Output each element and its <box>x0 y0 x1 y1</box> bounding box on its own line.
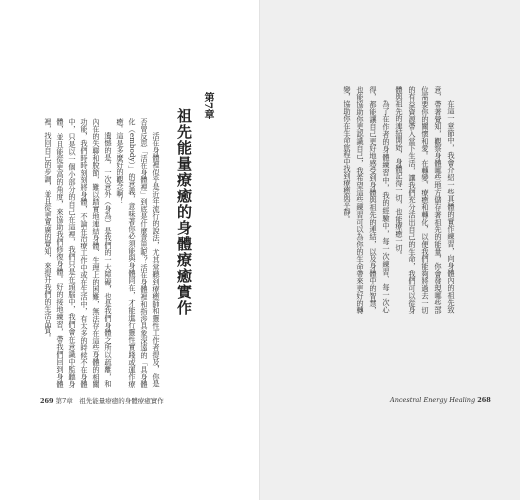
right-running-head: Ancestral Energy Healing <box>390 396 476 404</box>
left-footer <box>40 396 164 405</box>
right-footer <box>390 396 491 404</box>
left-body-text <box>44 118 162 388</box>
right-paragraph-1: 在這一章節中，我會介紹一些具體的實作練習，向身體內的祖先致意，帶著覺知，觀察身體哪些地方儲存著祖先的能量，你會發現哪些部位需要你的關懷和愛。在轉變、療癒和轉化，以便我們能夠將過去一切的有益資源帶入當下生活，讓我們充分活出自己的生命，我們可以從身體與祖先的連結開始，身體記得一切，也能療癒一切。 <box>395 86 456 314</box>
chapter-title: 祖先能量療癒的身體療癒實作 <box>175 108 193 316</box>
right-body-text <box>318 86 458 314</box>
left-running-head: 第7章 祖先能量療癒的身體療癒實作 <box>55 397 164 405</box>
right-page-number: 268 <box>477 396 491 404</box>
right-paragraph-2: 為了在作者的身體練習中，我的經驗中，每一次練習、每一次心得，都能讓自己更好地感受到身體與祖先的連結，以及身體中的智慧，也能協助你更認識自己，我希望這些練習可以為你的生命帶來更好的轉變，協助你在生命旅程中找到療癒與平靜。 <box>343 86 391 314</box>
left-paragraph-1: 活在身體裡似乎是近年流行的說法，尤其常聽到療癒師和靈性工作者提及，你是否曾反思「活在身體裡」到底是什麼意思呢？活在身體裡和指涉具象深遠的「具身體化（embody）」的意義，意味著你必須能與身體同在，才能進行靈性實踐或運作療癒。這是多麼好的觀念啊！ <box>116 118 161 388</box>
chapter-label: 第7章 <box>202 92 213 119</box>
left-paragraph-2: 遺憾的是，一次意外（身為）是我們的一大障礙，也是我們身體之所以疏離，和內在的失聯和脫節，難以踏實地連結身體、生理上的困難，無法存在這些身體的相關功能，我們時時刻刻將身體，不論在治療工作中或在生活中，有太多的時候不在身體中，只是以一個小部分的自己在這裡，我們只是在頭腦中，我們會在意識中監聽身體，並且能從更高的角度，來協助我們修復身體。好的接地練習，帶我們回到身體裡，找回自己的步調，並且從更寬廣的覺知，來提升我們的生活品質。 <box>44 118 113 388</box>
left-page-number: 269 <box>40 397 54 405</box>
